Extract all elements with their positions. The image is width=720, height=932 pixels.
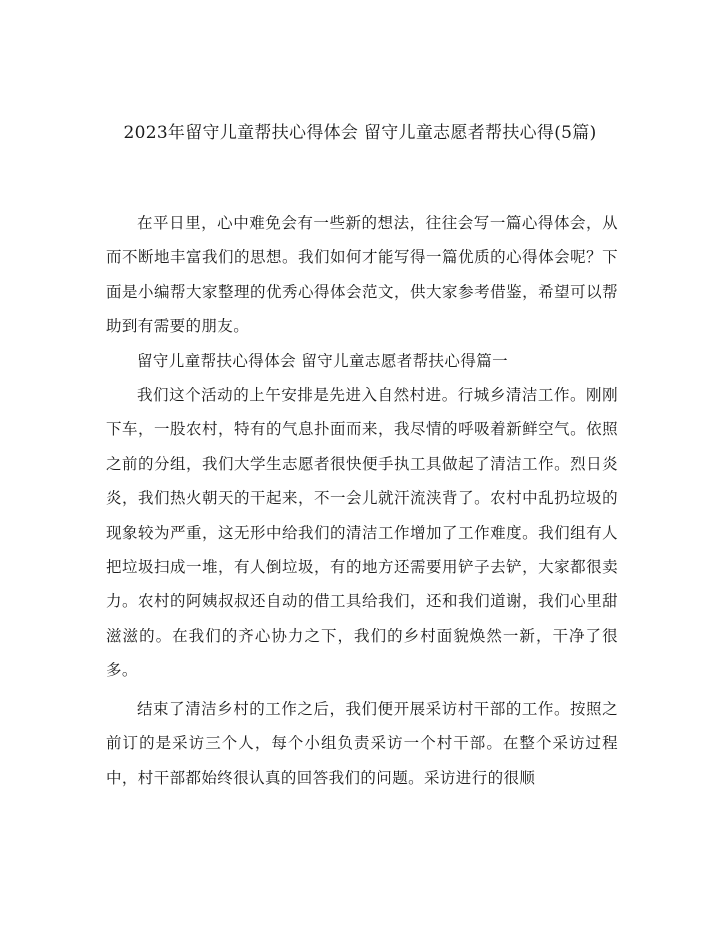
document-title: 2023年留守儿童帮扶心得体会 留守儿童志愿者帮扶心得(5篇) xyxy=(123,123,597,143)
section-heading: 留守儿童帮扶心得体会 留守儿童志愿者帮扶心得篇一 xyxy=(137,351,509,370)
body-paragraph-2: 结束了清洁乡村的工作之后，我们便开展采访村干部的工作。按照之前订的是采访三个人，每个小组负责采访一个村干部。在整个采访过程中，村干部都始终很认真的回答我们的问题。采访进行的很顺 xyxy=(106,699,618,787)
intro-paragraph: 在平日里，心中难免会有一些新的想法，往往会写一篇心得体会，从而不断地丰富我们的思想。我们如何才能写得一篇优质的心得体会呢？下面是小编帮大家整理的优秀心得体会范文，供大家参考借鉴，希望可以帮助到有需要的朋友。 xyxy=(106,214,618,336)
body-paragraph-1: 我们这个活动的上午安排是先进入自然村进。行城乡清洁工作。刚刚下车，一股农村，特有的气息扑面而来，我尽情的呼吸着新鲜空气。依照之前的分组，我们大学生志愿者很快便手执工具做起了清洁工作。烈日炎炎，我们热火朝天的干起来，不一会儿就汗流浃背了。农村中乱扔垃圾的现象较为严重，这无形中给我们的清洁工作增加了工作难度。我们组有人把垃圾扫成一堆，有人倒垃圾，有的地方还需要用铲子去铲，大家都很卖力。农村的阿姨叔叔还自动的借工具给我们，还和我们道谢，我们心里甜滋滋的。在我们的齐心协力之下，我们的乡村面貌焕然一新，干净了很多。 xyxy=(106,386,618,680)
document-body xyxy=(106,206,618,795)
